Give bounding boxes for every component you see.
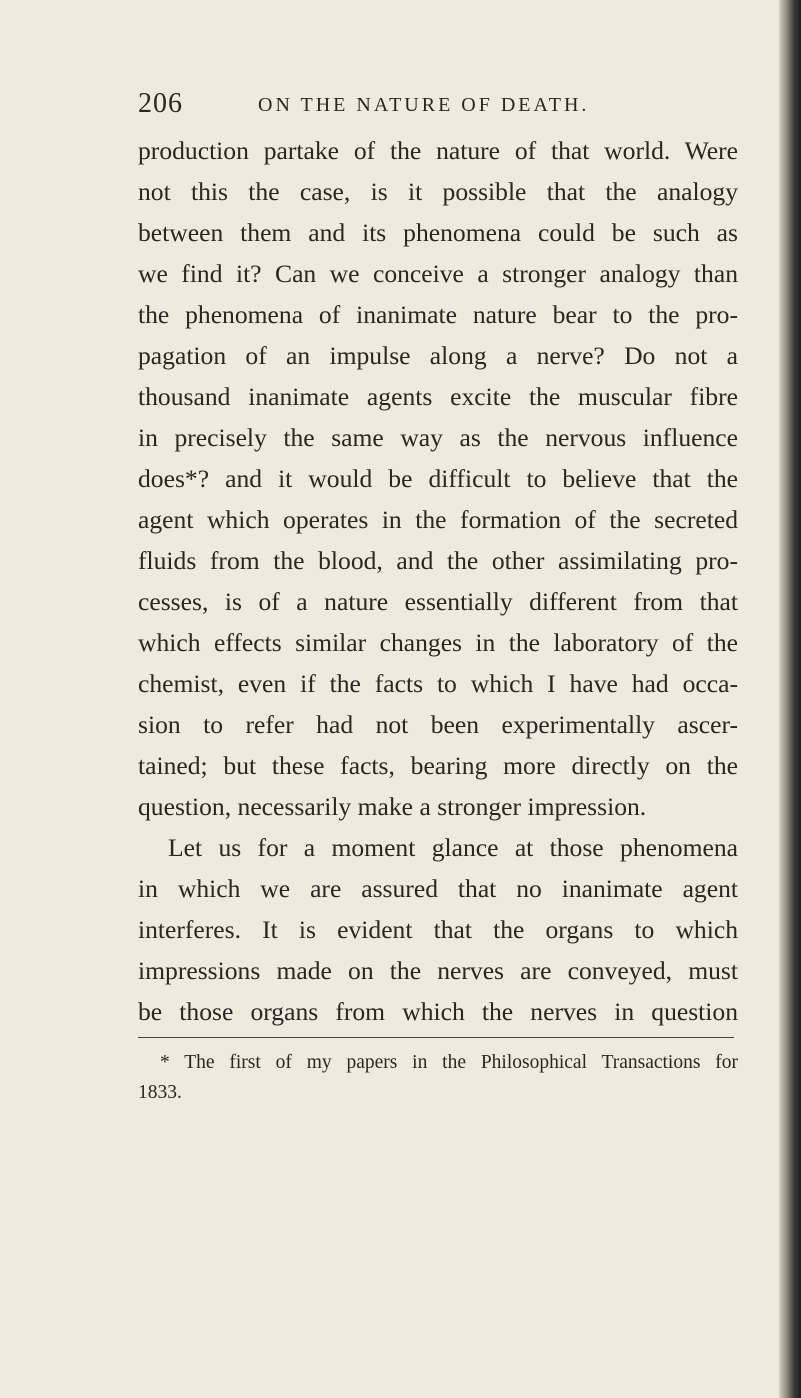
- text-line: agent which operates in the formation of the secreted: [138, 505, 738, 534]
- text-line: which effects similar changes in the laboratory of the: [138, 628, 738, 657]
- text-line: thousand inanimate agents excite the muscular fibre: [138, 382, 738, 411]
- text-line: sion to refer had not been experimentally ascer-: [138, 710, 738, 739]
- text-line: not this the case, is it possible that the analogy: [138, 177, 738, 206]
- text-line: in which we are assured that no inanimate agent: [138, 874, 738, 903]
- page-header: [138, 88, 738, 128]
- text-line: fluids from the blood, and the other assimilating pro-: [138, 546, 738, 575]
- footnote-line: * The first of my papers in the Philosophical Transactions for: [160, 1052, 738, 1073]
- text-line: interferes. It is evident that the organs to which: [138, 915, 738, 944]
- text-line: cesses, is of a nature essentially different from that: [138, 587, 738, 616]
- text-line: between them and its phenomena could be such as: [138, 218, 738, 247]
- footnote: [138, 1048, 738, 1108]
- footnote-line: 1833.: [138, 1082, 182, 1103]
- running-head: ON THE NATURE OF DEATH.: [258, 94, 590, 116]
- footnote-rule: [138, 1037, 734, 1038]
- text-line: we find it? Can we conceive a stronger analogy than: [138, 259, 738, 288]
- text-line: tained; but these facts, bearing more directly on the: [138, 751, 738, 780]
- text-line: the phenomena of inanimate nature bear to the pro-: [138, 300, 738, 329]
- text-line: production partake of the nature of that world. Were: [138, 136, 738, 165]
- text-line-paragraph-start: Let us for a moment glance at those phenomena: [168, 833, 738, 862]
- text-line: does*? and it would be difficult to believe that the: [138, 464, 738, 493]
- text-line: in precisely the same way as the nervous influence: [138, 423, 738, 452]
- page-edge-shadow: [779, 0, 801, 1398]
- body-text: [138, 130, 738, 1032]
- text-line: chemist, even if the facts to which I have had occa-: [138, 669, 738, 698]
- text-line: be those organs from which the nerves in question: [138, 997, 738, 1026]
- page-number: 206: [138, 88, 183, 119]
- text-line: question, necessarily make a stronger impression.: [138, 792, 647, 821]
- text-line: impressions made on the nerves are conveyed, must: [138, 956, 738, 985]
- text-line: pagation of an impulse along a nerve? Do not a: [138, 341, 738, 370]
